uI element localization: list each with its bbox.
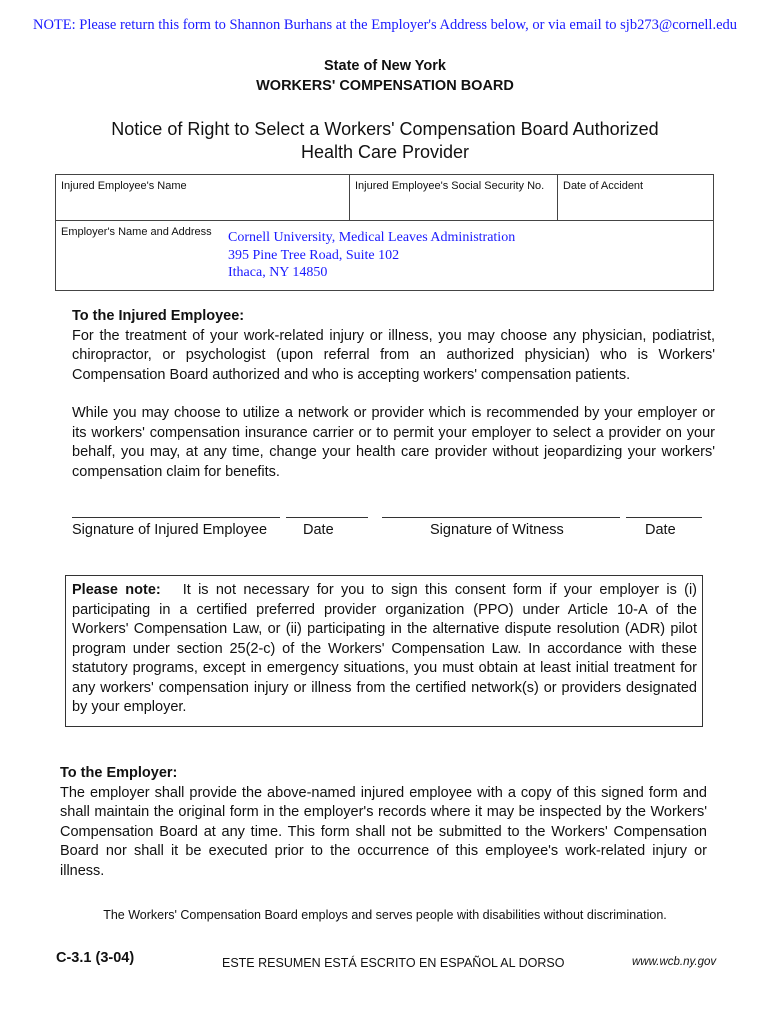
employer-section-heading: To the Employer: bbox=[60, 765, 178, 781]
please-note-label: Please note: bbox=[72, 582, 161, 598]
grid-divider bbox=[55, 220, 714, 221]
disability-statement: The Workers' Compensation Board employs and serves people with disabilities without discrimination. bbox=[103, 908, 667, 922]
employer-address-field[interactable] bbox=[228, 229, 515, 282]
witness-signature-line[interactable] bbox=[382, 517, 620, 518]
employee-section bbox=[72, 307, 715, 482]
employer-section bbox=[60, 764, 707, 881]
grid-divider bbox=[349, 174, 350, 221]
please-note-text bbox=[72, 581, 697, 718]
accident-date-field[interactable] bbox=[563, 180, 643, 192]
date-label-2: Date bbox=[645, 522, 676, 538]
employee-signature-line[interactable] bbox=[72, 517, 280, 518]
please-note-body: It is not necessary for you to sign this consent form if your employer is (i) participating in a certified preferred provider organization (PPO) under Article 10-A of the Workers' Compensation Law, or (ii) participating in the alternative dispute resolution (ADR) pilot program under section 25(2-c) of the Workers' Compensation Law. In accordance with these statutory programs, except in emergency situations, you must obtain at least initial treatment for any workers' compensation injury or illness from the certified network(s) or providers designated by your employer. bbox=[72, 582, 698, 715]
website-link[interactable]: www.wcb.ny.gov bbox=[632, 956, 717, 968]
ssn-field[interactable] bbox=[355, 180, 544, 192]
employee-section-heading: To the Injured Employee: bbox=[72, 308, 245, 324]
employer-street: 395 Pine Tree Road, Suite 102 bbox=[228, 247, 400, 263]
form-title-line1: Notice of Right to Select a Workers' Compensation Board Authorized bbox=[111, 119, 659, 139]
return-instructions-note: NOTE: Please return this form to Shannon Burhans at the Employer's Address below, or via email to sjb273@cornell.edu bbox=[32, 17, 738, 33]
employee-name-label: Injured Employee's Name bbox=[61, 180, 187, 192]
employee-paragraph-2: While you may choose to utilize a network or provider which is recommended by your employer or its workers' compensation insurance carrier or to permit your employer to select a provider on your behalf, you may, at any time, change your health care provider without jeopardizing your workers' compensation claim for benefits. bbox=[72, 405, 715, 480]
ssn-label: Injured Employee's Social Security No. bbox=[355, 180, 545, 192]
employer-instructions: The employer shall provide the above-named injured employee with a copy of this signed form and shall maintain the original form in the employer's records where it may be inspected by the Workers' Compensation Board at any time. This form shall not be submitted to the Workers' Compensation Board nor shall it be executed prior to the occurrence of this employee's work-related injury or illness. bbox=[60, 784, 707, 879]
accident-date-label: Date of Accident bbox=[563, 180, 644, 192]
employer-city: Ithaca, NY 14850 bbox=[228, 265, 328, 280]
employer-label: Employer's Name and Address bbox=[61, 226, 212, 238]
date-line-1[interactable] bbox=[286, 517, 368, 518]
date-label-1: Date bbox=[303, 522, 334, 538]
state-heading: State of New York bbox=[324, 58, 446, 74]
employee-paragraph-1: For the treatment of your work-related injury or illness, you may choose any physician, podiatrist, chiropractor, or psychologist (upon referral from an authorized physician) who is Workers' Compensation Board authorized and who is accepting workers' compensation patients. bbox=[72, 327, 715, 383]
spanish-note: ESTE RESUMEN ESTÁ ESCRITO EN ESPAÑOL AL DORSO bbox=[222, 956, 565, 970]
date-line-2[interactable] bbox=[626, 517, 702, 518]
employer-name: Cornell University, Medical Leaves Administration bbox=[228, 230, 516, 245]
grid-divider bbox=[557, 174, 558, 221]
form-title-line2: Health Care Provider bbox=[300, 142, 470, 162]
board-heading: WORKERS' COMPENSATION BOARD bbox=[256, 78, 514, 94]
witness-signature-label: Signature of Witness bbox=[430, 522, 564, 538]
employee-signature-label: Signature of Injured Employee bbox=[72, 522, 268, 538]
employee-name-field[interactable] bbox=[61, 180, 187, 192]
form-number: C-3.1 (3-04) bbox=[56, 950, 135, 966]
